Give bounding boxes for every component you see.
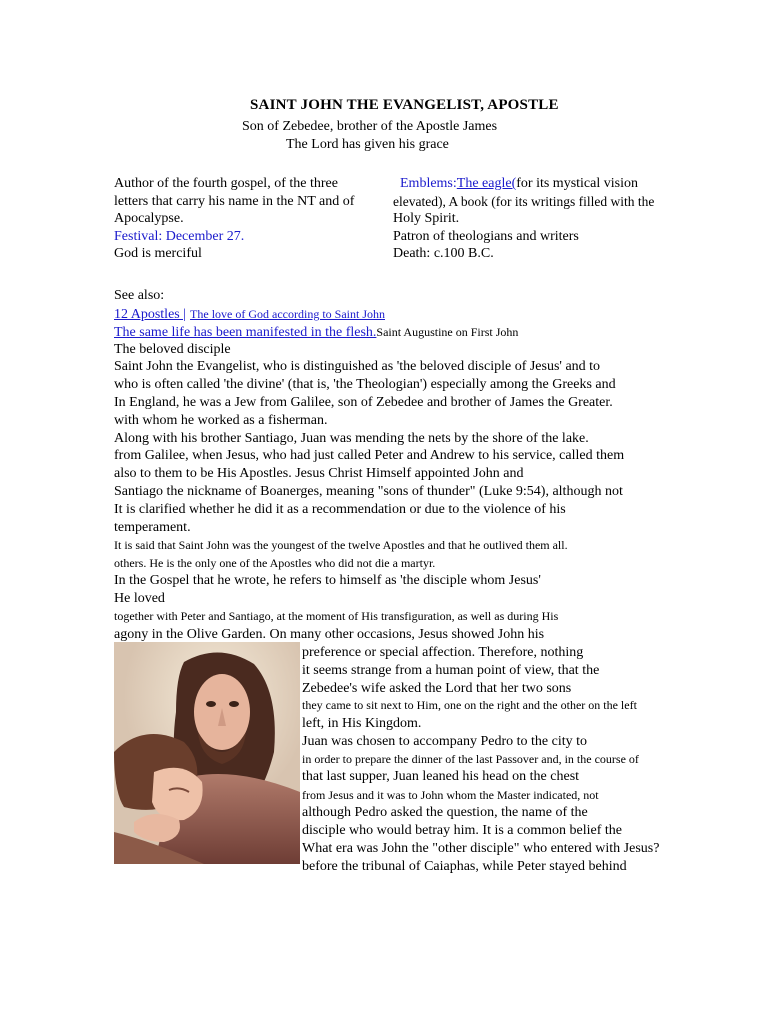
- festival-date: Festival: December 27.: [114, 228, 245, 244]
- jesus-and-john-image: [114, 642, 300, 864]
- emblems-label: Emblems:: [400, 176, 457, 191]
- section-heading: The beloved disciple: [114, 342, 231, 357]
- wrap-line: left, in His Kingdom.: [302, 716, 422, 731]
- left-line-3: Apocalypse.: [114, 211, 184, 226]
- body-line: In the Gospel that he wrote, he refers to himself as 'the disciple whom Jesus': [114, 573, 541, 588]
- left-info-column: [114, 175, 384, 263]
- wrap-line: Juan was chosen to accompany Pedro to the city to: [302, 734, 587, 749]
- love-of-god-link[interactable]: The love of God according to Saint John: [190, 307, 385, 321]
- wrap-line: What era was John the "other disciple" who entered with Jesus?: [302, 841, 660, 856]
- body-line: It is said that Saint John was the youngest of the twelve Apostles and that he outlived them all.: [114, 538, 568, 552]
- wrap-line: Zebedee's wife asked the Lord that her two sons: [302, 681, 572, 696]
- wrap-line: that last supper, Juan leaned his head on the chest: [302, 769, 580, 784]
- body-line: temperament.: [114, 520, 191, 535]
- see-also-row-2: [114, 323, 518, 341]
- body-line: together with Peter and Santiago, at the moment of His transfiguration, as well as during His: [114, 609, 559, 623]
- see-also-links-row: [114, 305, 385, 323]
- body-line: In England, he was a Jew from Galilee, son of Zebedee and brother of James the Greater.: [114, 395, 613, 410]
- body-line: He loved: [114, 591, 165, 606]
- wrap-line: although Pedro asked the question, the name of the: [302, 805, 588, 820]
- augustine-text: Saint Augustine on First John: [376, 325, 519, 339]
- emblems-rest: for its mystical vision: [516, 176, 638, 191]
- wrap-line: from Jesus and it was to John whom the Master indicated, not: [302, 788, 599, 802]
- same-life-link[interactable]: The same life has been manifested in the flesh.: [114, 325, 377, 340]
- wrap-line: preference or special affection. Therefore, nothing: [302, 645, 584, 660]
- right-line-3: Holy Spirit.: [393, 211, 460, 226]
- wrap-line: in order to prepare the dinner of the last Passover and, in the course of: [302, 752, 639, 766]
- wrap-line: disciple who would betray him. It is a common belief the: [302, 823, 622, 838]
- wrap-line: before the tribunal of Caiaphas, while Peter stayed behind: [302, 859, 627, 874]
- see-also-label: See also:: [114, 288, 165, 303]
- subtitle-lineage: Son of Zebedee, brother of the Apostle James: [242, 119, 498, 134]
- body-line: Saint John the Evangelist, who is distinguished as 'the beloved disciple of Jesus' and to: [114, 359, 601, 374]
- body-line: others. He is the only one of the Apostles who did not die a martyr.: [114, 556, 436, 570]
- patron-text: Patron of theologians and writers: [393, 228, 579, 244]
- body-line: Santiago the nickname of Boanerges, meaning "sons of thunder" (Luke 9:54), although not: [114, 484, 623, 499]
- eagle-link[interactable]: The eagle(: [456, 176, 517, 191]
- body-line: also to them to be His Apostles. Jesus Christ Himself appointed John and: [114, 466, 524, 481]
- subtitle-meaning: The Lord has given his grace: [286, 137, 449, 152]
- wrap-line: it seems strange from a human point of view, that the: [302, 663, 600, 678]
- body-line: It is clarified whether he did it as a recommendation or due to the violence of his: [114, 502, 566, 517]
- death-text: Death: c.100 B.C.: [393, 246, 494, 261]
- twelve-apostles-link[interactable]: 12 Apostles |: [114, 307, 187, 322]
- left-line-1: Author of the fourth gospel, of the three: [114, 176, 338, 191]
- body-line: Along with his brother Santiago, Juan was mending the nets by the shore of the lake.: [114, 431, 589, 446]
- wrap-line: they came to sit next to Him, one on the right and the other on the left: [302, 698, 637, 712]
- body-line: with whom he worked as a fisherman.: [114, 413, 328, 428]
- body-line: agony in the Olive Garden. On many other occasions, Jesus showed John his: [114, 627, 545, 642]
- right-line-2: elevated), A book (for its writings filled with the: [393, 193, 655, 209]
- right-info-column: [393, 175, 683, 263]
- body-line: from Galilee, when Jesus, who had just called Peter and Andrew to his service, called them: [114, 448, 625, 463]
- body-line: who is often called 'the divine' (that is, 'the Theologian') especially among the Greeks and: [114, 377, 616, 392]
- emblems-line: [393, 175, 683, 193]
- left-line-2: letters that carry his name in the NT and of: [114, 193, 355, 209]
- page-title: SAINT JOHN THE EVANGELIST, APOSTLE: [250, 97, 559, 113]
- name-meaning: God is merciful: [114, 246, 202, 261]
